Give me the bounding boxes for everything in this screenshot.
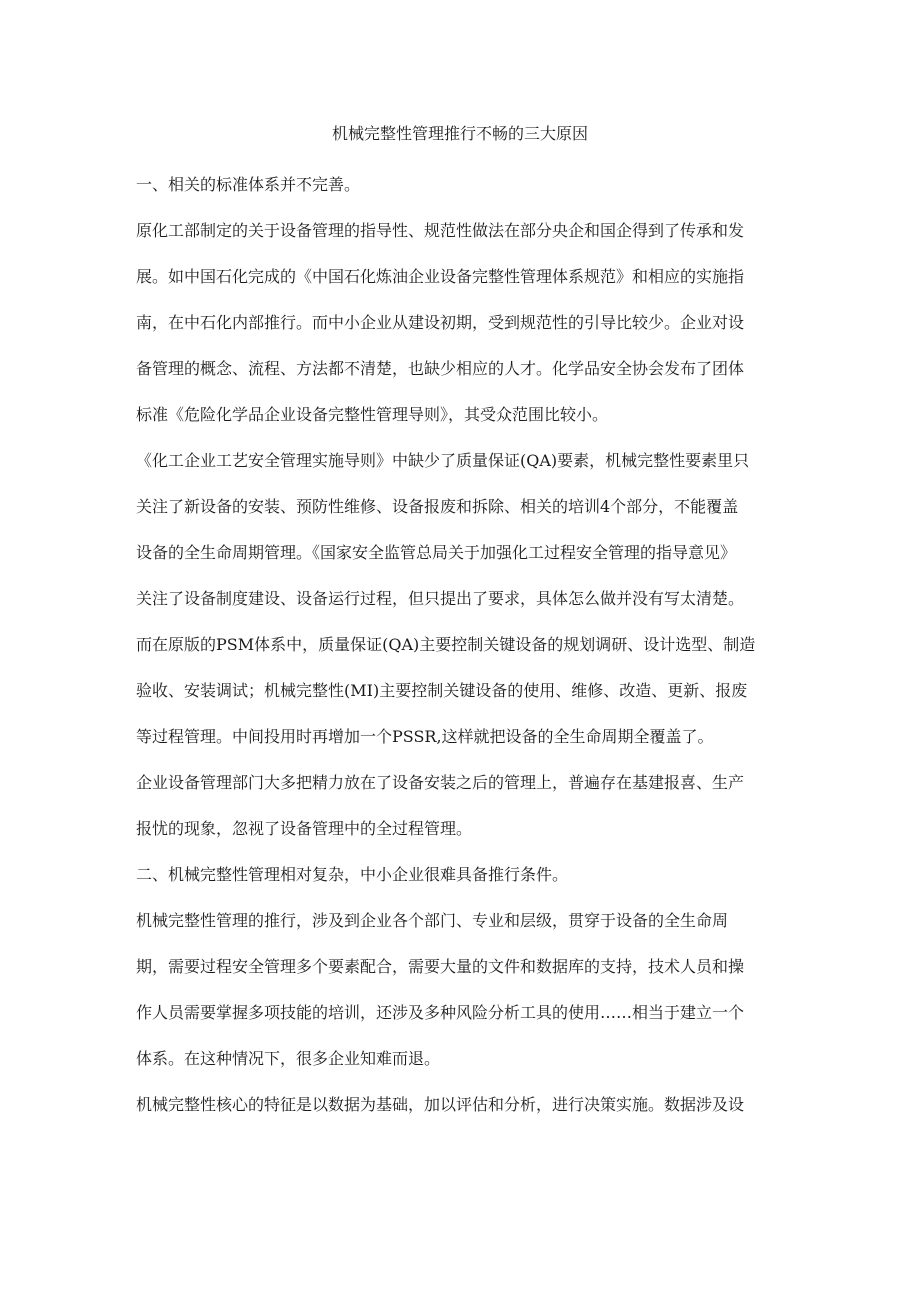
paragraph-line: 关注了新设备的安装、预防性维修、设备报废和拆除、相关的培训4个部分，不能覆盖 — [136, 497, 739, 516]
paragraph-line: 体系。在这种情况下，很多企业知难而退。 — [136, 1049, 441, 1068]
paragraph-line: 机械完整性管理的推行，涉及到企业各个部门、专业和层级，贯穿于设备的全生命周 — [136, 911, 729, 930]
paragraph-line: 备管理的概念、流程、方法都不清楚，也缺少相应的人才。化学品安全协会发布了团体 — [136, 359, 745, 378]
paragraph-line: 验收、安装调试；机械完整性(MI)主要控制关键设备的使用、维修、改造、更新、报废 — [136, 681, 748, 700]
paragraph-line: 设备的全生命周期管理。《国家安全监管总局关于加强化工过程安全管理的指导意见》 — [136, 543, 737, 562]
paragraph-line: 展。如中国石化完成的《中国石化炼油企业设备完整性管理体系规范》和相应的实施指 — [136, 267, 745, 286]
section-heading-1: 一、相关的标准体系并不完善。 — [136, 175, 361, 194]
paragraph-line: 而在原版的PSM体系中，质量保证(QA)主要控制关键设备的规划调研、设计选型、制造 — [136, 635, 756, 654]
paragraph-line: 原化工部制定的关于设备管理的指导性、规范性做法在部分央企和国企得到了传承和发 — [136, 221, 745, 240]
paragraph-line: 关注了设备制度建设、设备运行过程，但只提出了要求，具体怎么做并没有写太清楚。 — [136, 589, 745, 608]
paragraph-line: 等过程管理。中间投用时再增加一个PSSR,这样就把设备的全生命周期全覆盖了。 — [136, 727, 714, 746]
paragraph-line: 《化工企业工艺安全管理实施导则》中缺少了质量保证(QA)要素，机械完整性要素里只 — [136, 451, 750, 470]
paragraph-line: 机械完整性核心的特征是以数据为基础，加以评估和分析，进行决策实施。数据涉及设 — [136, 1095, 745, 1114]
paragraph-line: 期，需要过程安全管理多个要素配合，需要大量的文件和数据库的支持，技术人员和操 — [136, 957, 745, 976]
paragraph-line: 报忧的现象，忽视了设备管理中的全过程管理。 — [136, 819, 473, 838]
paragraph-line: 作人员需要掌握多项技能的培训，还涉及多种风险分析工具的使用……相当于建立一个 — [136, 1003, 745, 1022]
paragraph-line: 南，在中石化内部推行。而中小企业从建设初期，受到规范性的引导比较少。企业对设 — [136, 313, 745, 332]
section-heading-2: 二、机械完整性管理相对复杂，中小企业很难具备推行条件。 — [136, 865, 569, 884]
paragraph-line: 标准《危险化学品企业设备完整性管理导则》，其受众范围比较小。 — [136, 405, 609, 424]
paragraph-line: 企业设备管理部门大多把精力放在了设备安装之后的管理上，普遍存在基建报喜、生产 — [136, 773, 745, 792]
document-title: 机械完整性管理推行不畅的三大原因 — [331, 124, 588, 143]
